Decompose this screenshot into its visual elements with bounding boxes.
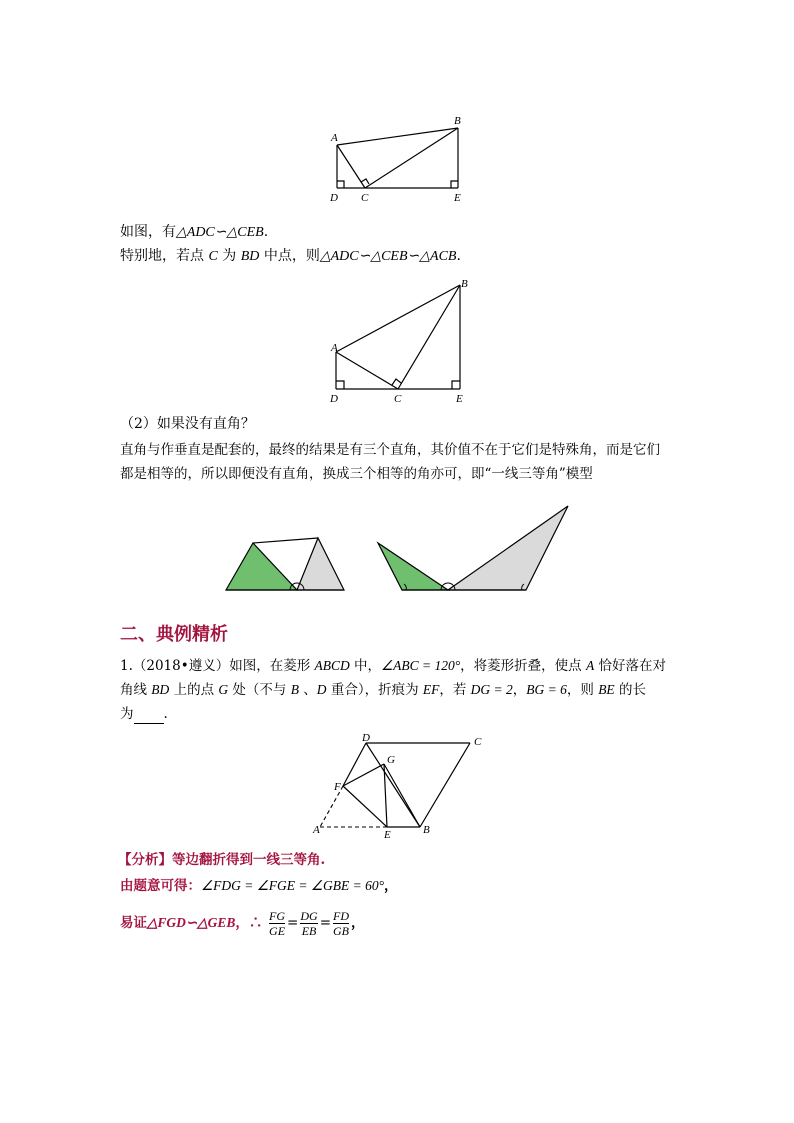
label-C: C (474, 736, 482, 748)
figure-2-midpoint-case (320, 275, 480, 410)
paragraph-line-1: 直角与作垂直是配套的，最终的结果是有三个直角，其价值不在于它们是特殊角，而是它们 (120, 442, 660, 458)
text-similarity-1: 如图，有△ADC∽△CEB. (120, 224, 269, 240)
paragraph-line-2: 都是相等的，所以即便没有直角，换成三个相等的角亦可，即“一线三等角”模型 (120, 466, 593, 482)
figure-1-similar-triangles (320, 110, 480, 210)
problem-line-3: 为 . (120, 706, 168, 722)
label-F: F (334, 781, 341, 793)
label-C: C (361, 192, 369, 204)
analysis-line-3: 易证△FGD∽△GEB，∴ $\frac{FG}{GE}$ = $\frac{DG}{EB}$ = $\frac{FD}{GB}$ ， (120, 909, 365, 938)
label-C: C (394, 393, 402, 405)
label-D: D (330, 393, 338, 405)
analysis-line-1: 【分析】等边翻折得到一线三等角. (118, 852, 326, 868)
text-special-case: 特别地，若点 C 为 BD 中点，则△ADC∽△CEB∽△ACB. (120, 248, 461, 264)
label-E: E (456, 393, 463, 405)
problem-line-1: 1.（2018•遵义）如图，在菱形 ABCD 中，∠ABC = 120°，将菱形折叠，使点 A 恰好落在对 (120, 658, 666, 674)
label-D: D (330, 192, 338, 204)
analysis-line-2: 由题意可得：∠FDG = ∠FGE = ∠GBE = 60°， (120, 878, 398, 894)
problem-line-2: 角线 BD 上的点 G 处（不与 B 、D 重合），折痕为 EF，若 DG = 2，BG = 6，则 BE 的长 (120, 682, 646, 698)
label-B: B (423, 824, 430, 836)
fraction-fd-gb: $\frac{FD}{GB}$ (333, 909, 350, 938)
label-G: G (387, 754, 395, 766)
label-B: B (454, 115, 461, 127)
label-A: A (331, 342, 338, 354)
fraction-dg-eb: $\frac{DG}{EB}$ (300, 909, 318, 938)
figure-three-equal-angles-models (220, 500, 580, 600)
label-A: A (331, 132, 338, 144)
label-A: A (313, 824, 320, 836)
question-2: （2）如果没有直角？ (120, 416, 255, 432)
label-B: B (461, 278, 468, 290)
fraction-fg-ge: $\frac{FG}{GE}$ (269, 909, 286, 938)
label-E: E (384, 829, 391, 840)
answer-blank (134, 709, 164, 724)
label-E: E (454, 192, 461, 204)
label-D: D (362, 732, 370, 744)
figure-rhombus-folding (305, 728, 495, 840)
section-heading: 二、典例精析 (120, 624, 228, 645)
